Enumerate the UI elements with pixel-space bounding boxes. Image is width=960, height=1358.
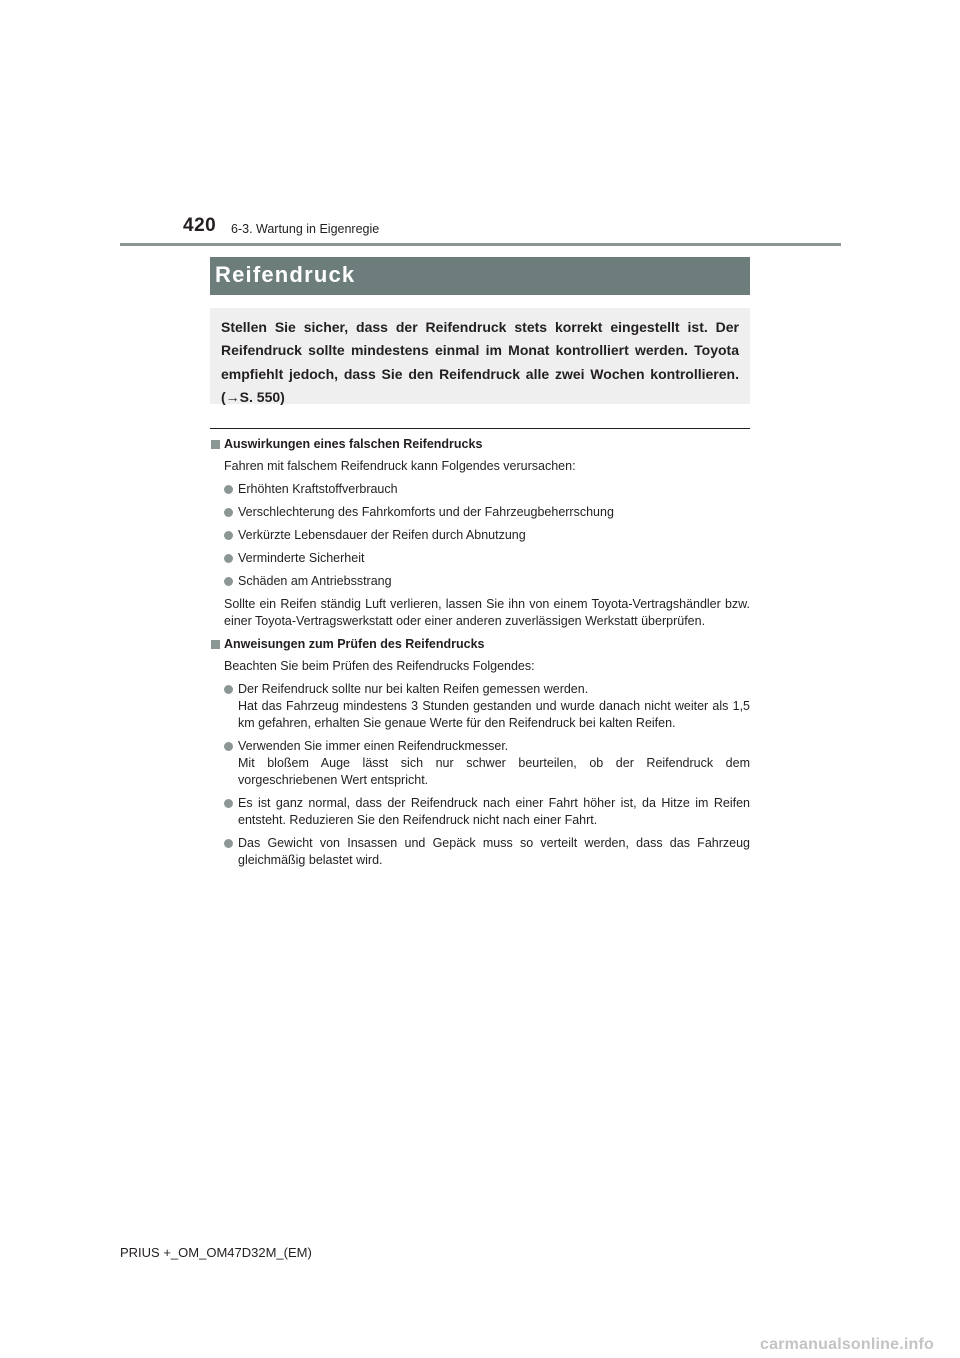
list-item-text: Das Gewicht von Insassen und Gepäck muss so verteilt werden, dass das Fahrzeug gleichmäßig belastet wird. — [238, 836, 750, 867]
circle-bullet-icon — [224, 531, 233, 540]
square-bullet-icon — [211, 440, 220, 449]
watermark: carmanualsonline.info — [760, 1336, 935, 1353]
section-label: 6-3. Wartung in Eigenregie — [231, 222, 380, 236]
list-item — [210, 481, 750, 498]
paragraph: Fahren mit falschem Reifendruck kann Folgendes verursachen: — [224, 459, 576, 473]
paragraph: Sollte ein Reifen ständig Luft verlieren, lassen Sie ihn von einem Toyota-Vertragshändler bzw. einer Toyota-Vertragswerkstatt oder einer anderen zuverlässigen Werkstatt überprüfen. — [224, 597, 750, 628]
list-item — [210, 550, 750, 567]
list-item-text: Verschlechterung des Fahrkomforts und der Fahrzeugbeherrschung — [238, 505, 614, 519]
list-item-detail: Mit bloßem Auge lässt sich nur schwer beurteilen, ob der Reifendruck dem vorgeschriebenen Wert entspricht. — [238, 756, 750, 787]
header-rule — [120, 243, 841, 246]
list-item-text: Schäden am Antriebsstrang — [238, 574, 392, 588]
sub-heading-instructions — [210, 636, 750, 653]
document-code: PRIUS +_OM_OM47D32M_(EM) — [120, 1245, 312, 1260]
list-item-text: Verkürzte Lebensdauer der Reifen durch Abnutzung — [238, 528, 526, 542]
circle-bullet-icon — [224, 577, 233, 586]
circle-bullet-icon — [224, 508, 233, 517]
circle-bullet-icon — [224, 742, 233, 751]
intro-box — [210, 308, 750, 404]
circle-bullet-icon — [224, 685, 233, 694]
section-divider — [210, 428, 750, 429]
list-item-text: Der Reifendruck sollte nur bei kalten Reifen gemessen werden. — [238, 682, 589, 696]
list-item-detail: Hat das Fahrzeug mindestens 3 Stunden gestanden und wurde danach nicht weiter als 1,5 km gefahren, erhalten Sie genaue Werte für den Reifendruck bei kalten Reifen. — [238, 699, 750, 730]
list-item-text: Erhöhten Kraftstoffverbrauch — [238, 482, 398, 496]
sub-heading-text: Auswirkungen eines falschen Reifendrucks — [224, 437, 483, 451]
list-item — [210, 573, 750, 590]
sub-heading-text: Anweisungen zum Prüfen des Reifendrucks — [224, 637, 485, 651]
intro-text: Stellen Sie sicher, dass der Reifendruck stets korrekt eingestellt ist. Der Reifendruck sollte mindestens einmal im Monat kontrolliert werden. Toyota empfiehlt jedoch, dass Sie den Reifendruck alle zwei Wochen kontrollieren. (→S. 550) — [221, 319, 739, 406]
list-item-text: Verwenden Sie immer einen Reifendruckmesser. — [238, 739, 509, 753]
list-item-text: Es ist ganz normal, dass der Reifendruck nach einer Fahrt höher ist, da Hitze im Reifen entsteht. Reduzieren Sie den Reifendruck nicht nach einer Fahrt. — [238, 796, 750, 827]
circle-bullet-icon — [224, 839, 233, 848]
content — [210, 436, 750, 875]
square-bullet-icon — [211, 640, 220, 649]
sub-heading-effects — [210, 436, 750, 453]
title-bar — [210, 257, 750, 295]
circle-bullet-icon — [224, 554, 233, 563]
circle-bullet-icon — [224, 799, 233, 808]
list-item — [210, 504, 750, 521]
list-item — [210, 835, 750, 869]
paragraph: Beachten Sie beim Prüfen des Reifendrucks Folgendes: — [224, 659, 535, 673]
page-title: Reifendruck — [215, 262, 356, 287]
circle-bullet-icon — [224, 485, 233, 494]
list-item — [210, 795, 750, 829]
page-number: 420 — [183, 215, 217, 236]
list-item — [210, 681, 750, 732]
list-item — [210, 738, 750, 789]
list-item-text: Verminderte Sicherheit — [238, 551, 365, 565]
list-item — [210, 527, 750, 544]
